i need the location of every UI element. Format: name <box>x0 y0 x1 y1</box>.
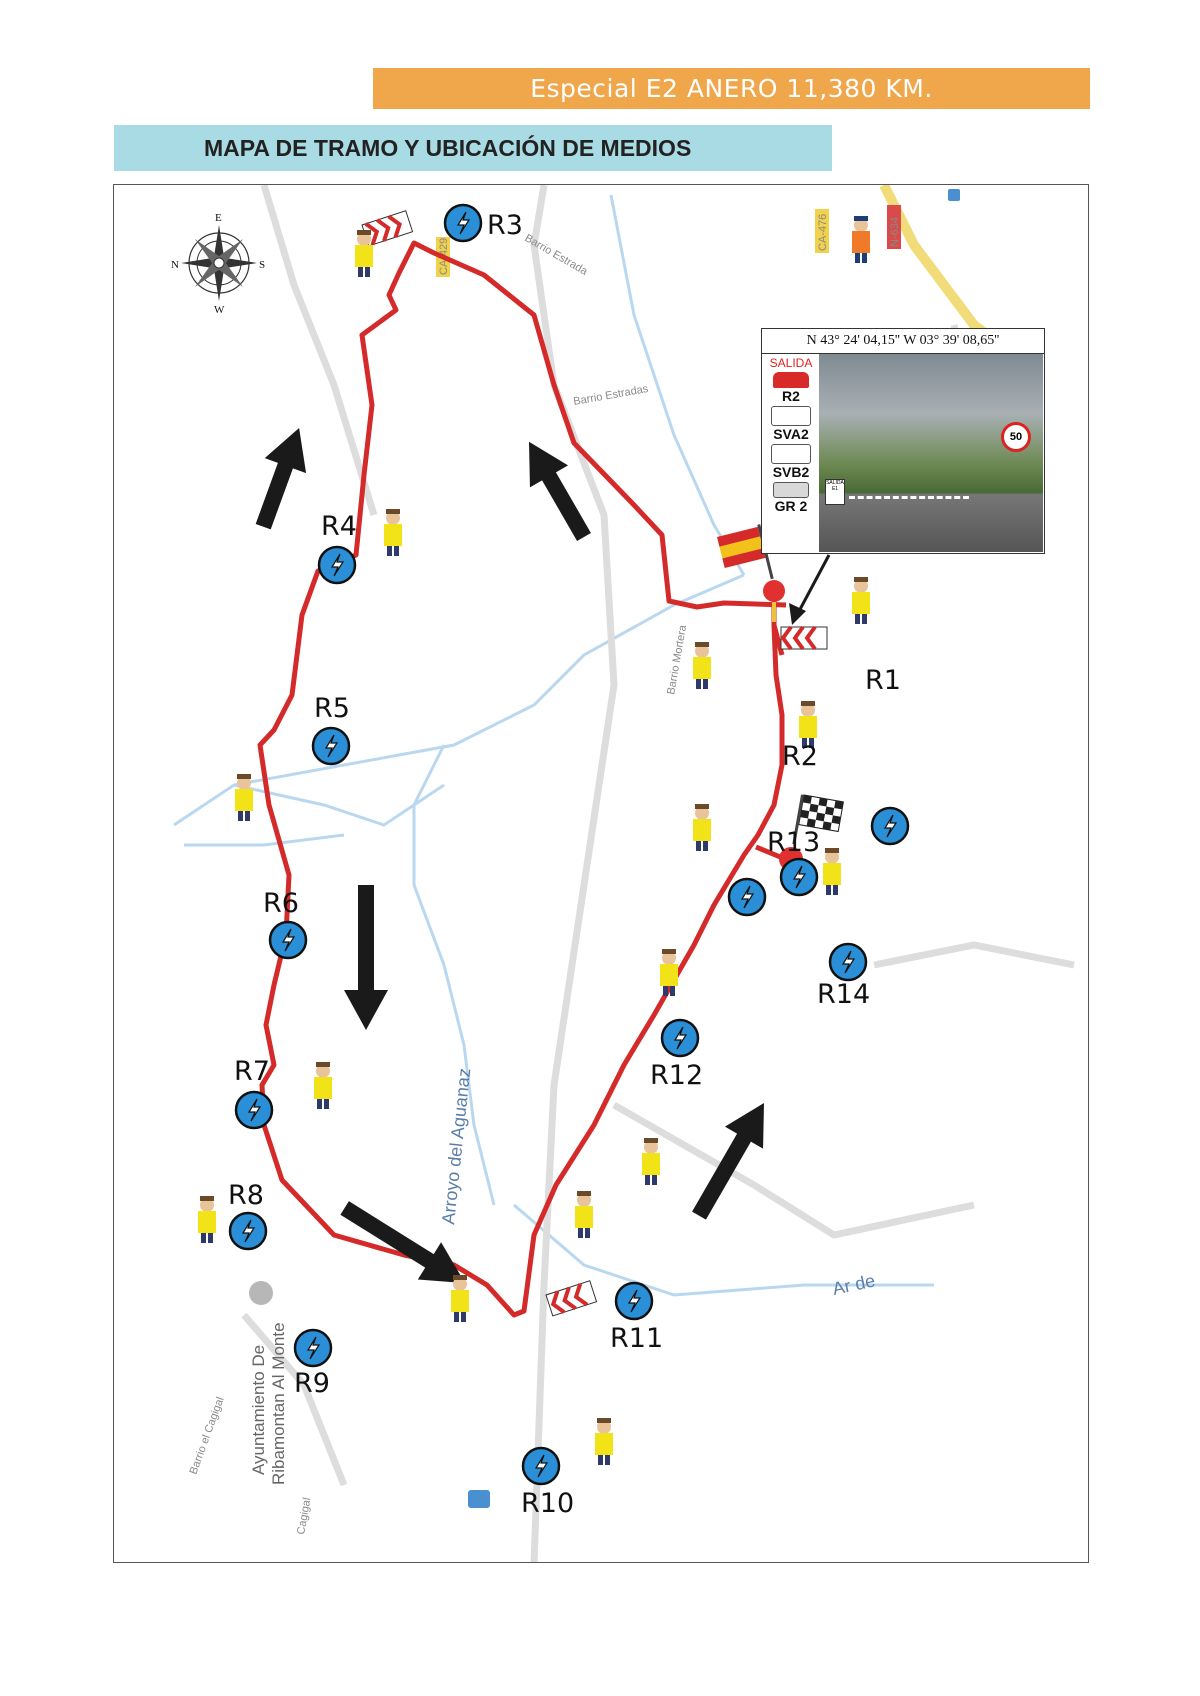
start-pin-icon[interactable] <box>763 580 785 602</box>
radio-point-r1 <box>872 808 908 844</box>
ambulance-icon <box>771 406 811 426</box>
marshal-icon <box>575 1191 593 1238</box>
compass-west: W <box>214 304 225 316</box>
direction-arrow-icon <box>680 1092 783 1227</box>
marshal-icon <box>823 848 841 895</box>
street-label: Barrio Estradas <box>572 382 650 408</box>
marshal-icon <box>355 230 373 277</box>
start-line-photo <box>819 354 1043 552</box>
ambulance-icon <box>771 444 811 464</box>
radio-label: R3 <box>487 210 523 241</box>
start-coordinates: N 43° 24' 04,15'' W 03° 39' 08,65'' <box>762 329 1044 354</box>
marshal-icon <box>852 577 870 624</box>
bus-stop-icon <box>948 189 960 201</box>
town-hall-icon <box>249 1281 273 1305</box>
resource-label: R2 <box>782 388 800 404</box>
road-label: N-634 <box>889 217 901 247</box>
marshal-icon <box>235 774 253 821</box>
compass-east: E <box>215 212 222 224</box>
speed-limit-sign: 50 <box>1001 422 1031 452</box>
town-label <box>249 1281 288 1485</box>
radio-point-r3 <box>445 205 481 241</box>
radio-point-r14 <box>830 944 866 980</box>
tow-truck-icon <box>773 482 809 498</box>
marshal-icon <box>693 804 711 851</box>
marshal-icon <box>314 1062 332 1109</box>
radio-point-r8 <box>230 1213 266 1249</box>
radio-point-r4 <box>319 547 355 583</box>
radio-label: R13 <box>767 827 821 858</box>
stage-map[interactable] <box>113 184 1089 1563</box>
compass-north: N <box>171 259 179 271</box>
marshal-icon <box>642 1138 660 1185</box>
radio-point-r13 <box>781 859 817 895</box>
radio-point-r9 <box>295 1330 331 1366</box>
resource-label: SVA2 <box>773 426 809 442</box>
radio-point-r6 <box>270 922 306 958</box>
radio-label: R14 <box>817 979 871 1010</box>
marshal-icon <box>595 1418 613 1465</box>
radio-point-r7 <box>236 1092 272 1128</box>
marshal-icon <box>384 509 402 556</box>
radio-label: R12 <box>650 1060 704 1091</box>
compass-rose-icon <box>171 212 265 316</box>
marshal-icon <box>451 1275 469 1322</box>
direction-arrow-icon <box>510 431 603 548</box>
street-label: Barrio Estrada <box>522 232 590 278</box>
radio-point-r11 <box>616 1283 652 1319</box>
direction-arrow-icon <box>344 885 388 1030</box>
radio-label: R2 <box>782 741 818 772</box>
radio-point-r10 <box>523 1448 559 1484</box>
resource-label: GR 2 <box>774 498 808 514</box>
radio-label: R9 <box>294 1368 330 1399</box>
radio-label: R5 <box>314 693 350 724</box>
compass-south: S <box>259 259 266 271</box>
street-label: Arroyo del Aguanaz <box>438 1067 475 1226</box>
start-sign: SALIDA E1 <box>825 479 845 505</box>
radio-label: R11 <box>610 1323 664 1354</box>
radio-label: R7 <box>234 1056 270 1087</box>
radio-point-r5 <box>313 728 349 764</box>
road-label: CA-476 <box>817 213 829 251</box>
stage-title-banner: Especial E2 ANERO 11,380 KM. <box>373 68 1090 109</box>
town-name-line1: Ayuntamiento De <box>249 1344 268 1475</box>
map-subtitle: MAPA DE TRAMO Y UBICACIÓN DE MEDIOS <box>114 125 832 171</box>
town-name-line2: Ribamontan Al Monte <box>269 1322 288 1485</box>
radio-label: R1 <box>865 665 901 696</box>
road-label: CA-429 <box>438 237 450 275</box>
start-info-box <box>761 328 1045 554</box>
radio-point-r12 <box>662 1020 698 1056</box>
radio-label: R8 <box>228 1180 264 1211</box>
street-label: Barrio Mortera <box>665 624 690 696</box>
marshal-icon <box>852 216 870 263</box>
direction-arrow-icon <box>243 420 320 534</box>
street-label: Ar de <box>830 1270 877 1299</box>
street-label: Cagigal <box>295 1496 314 1536</box>
salida-label: SALIDA <box>769 356 813 370</box>
radio-label: R10 <box>521 1488 575 1519</box>
resource-label: SVB2 <box>772 464 810 480</box>
radio-label: R6 <box>263 888 299 919</box>
start-resources-legend <box>764 355 818 551</box>
street-label: Barrio el Cagigal <box>187 1395 227 1477</box>
radio-point-r2 <box>729 879 765 915</box>
radio-label: R4 <box>321 511 357 542</box>
start-line <box>849 496 969 499</box>
barrier-icon <box>781 627 827 649</box>
barrier-icon <box>546 1281 597 1316</box>
rescue-car-icon <box>773 372 809 388</box>
bus-stop-icon <box>468 1490 490 1508</box>
marshal-icon <box>693 642 711 689</box>
marshal-icon <box>198 1196 216 1243</box>
